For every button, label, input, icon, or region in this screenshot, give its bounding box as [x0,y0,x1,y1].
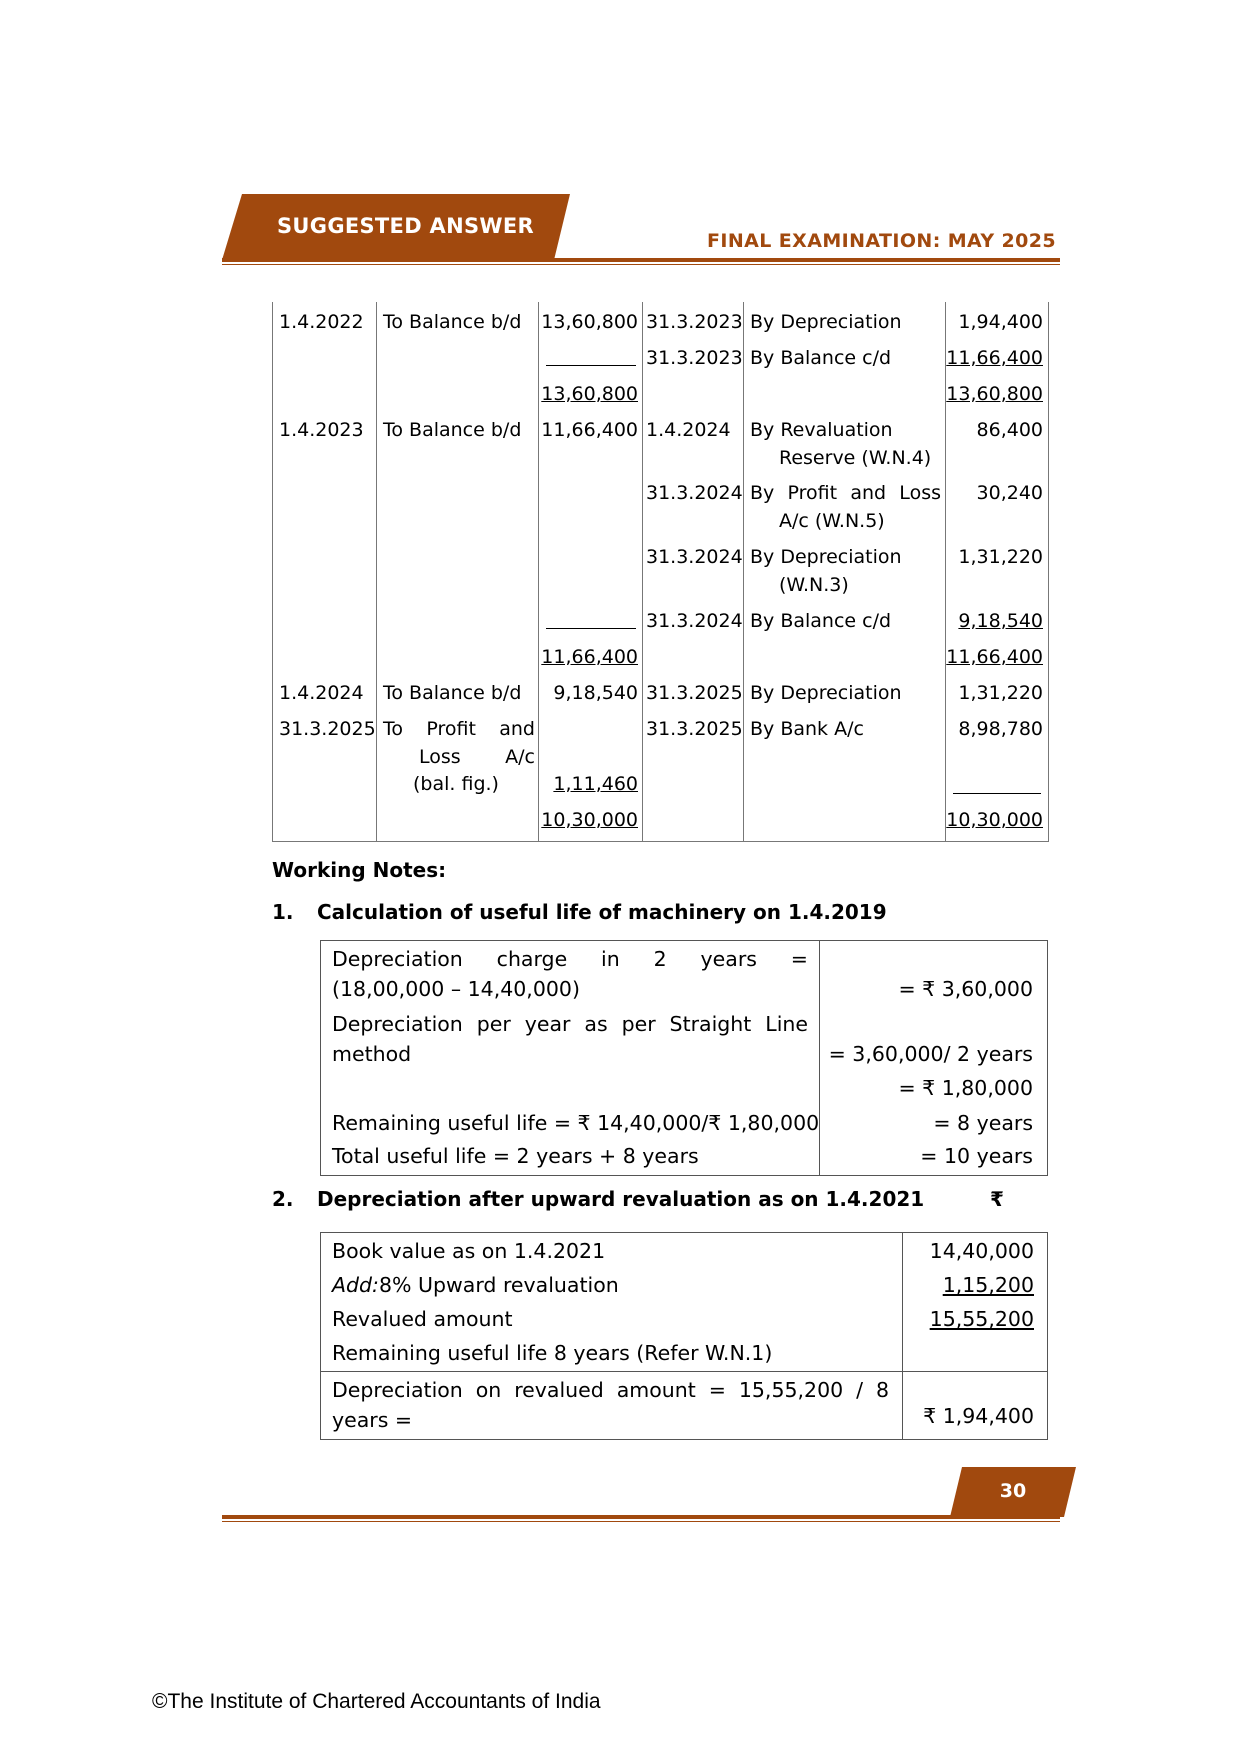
ledger-particulars-dr: To Profit and [383,718,535,740]
footer-rule [222,1515,1060,1519]
ledger-amount-cr: 86,400 [976,419,1043,441]
ledger-date-cr: 31.3.2024 [646,482,743,504]
calc-value: = ₹ 1,80,000 [898,1076,1033,1100]
working-notes-title: Working Notes: [272,858,447,882]
footer-rule-thin [222,1521,1060,1522]
ledger-particulars-cr-cont: (W.N.3) [779,574,849,596]
ledger-date-cr: 31.3.2024 [646,546,743,568]
ledger-particulars-dr-cont: (bal. fig.) [413,773,499,795]
calc-label: Remaining useful life 8 years (Refer W.N.1) [332,1341,773,1365]
col-divider [819,941,820,1175]
useful-life-calculation-box [320,940,1048,1176]
calc-label [332,1270,619,1300]
calc-label: Book value as on 1.4.2021 [332,1239,606,1263]
ledger-particulars-cr: By Depreciation [750,682,902,704]
blank-underline [953,793,1041,794]
calc-label: Depreciation charge in 2 years = [332,947,808,971]
copyright-notice: ©The Institute of Chartered Accountants of India [152,1690,601,1713]
ledger-date-cr: 1.4.2024 [646,419,731,441]
ledger-particulars-cr: By Profit and Loss [750,482,941,504]
calc-value: = 3,60,000/ 2 years [828,1042,1033,1066]
currency-symbol: ₹ [990,1187,1004,1211]
calc-label: Depreciation per year as per Straight Line [332,1012,808,1036]
ledger-amount-dr: 11,66,400 [541,419,638,441]
add-label: Add: [332,1273,379,1297]
ledger-amount-dr: 13,60,800 [541,311,638,333]
ledger-particulars-cr: By Depreciation [750,311,902,333]
note-number: 1. [272,900,294,924]
header-rule-thin [222,264,1060,265]
ledger-date-cr: 31.3.2023 [646,347,743,369]
ledger-particulars-cr-cont: Reserve (W.N.4) [779,447,932,469]
calc-value: 14,40,000 [929,1239,1034,1263]
calc-value: ₹ 1,94,400 [923,1404,1034,1428]
calc-value: 15,55,200 [929,1307,1034,1331]
ledger-particulars-dr: To Balance b/d [383,311,522,333]
ledger-total-cr: 11,66,400 [946,646,1043,668]
calc-label: (18,00,000 – 14,40,000) [332,977,580,1001]
machinery-ledger-table [272,302,1049,842]
note-number: 2. [272,1187,294,1211]
ledger-amount-cr: 1,31,220 [958,682,1043,704]
ledger-amount-cr: 1,31,220 [958,546,1043,568]
ledger-particulars-dr: To Balance b/d [383,419,522,441]
ledger-total-dr: 13,60,800 [541,383,638,405]
exam-title: FINAL EXAMINATION: MAY 2025 [707,230,1056,252]
ledger-total-cr: 10,30,000 [946,809,1043,831]
calc-value: = ₹ 3,60,000 [898,977,1033,1001]
col-divider [743,302,744,841]
header-tab-label: SUGGESTED ANSWER [277,214,534,238]
ledger-particulars-cr: By Balance c/d [750,610,892,632]
ledger-total-dr: 11,66,400 [541,646,638,668]
revaluation-depreciation-box [320,1232,1048,1440]
blank-underline [546,628,636,629]
ledger-date-cr: 31.3.2024 [646,610,743,632]
col-divider [902,1233,903,1439]
note-heading: Depreciation after upward revaluation as on 1.4.2021 [317,1187,925,1211]
row-divider [321,1371,1047,1372]
page-number: 30 [999,1480,1027,1502]
ledger-date-dr: 31.3.2025 [279,718,376,740]
ledger-amount-dr: 1,11,460 [553,773,638,795]
ledger-amount-cr: 11,66,400 [946,347,1043,369]
calc-label: Depreciation on revalued amount = 15,55,200 / 8 [332,1378,889,1402]
ledger-particulars-cr: By Revaluation [750,419,893,441]
calc-label: Remaining useful life = ₹ 14,40,000/₹ 1,80,000 [332,1111,820,1135]
ledger-date-cr: 31.3.2025 [646,718,743,740]
ledger-particulars-dr-cont: Loss A/c [419,746,535,768]
ledger-date-cr: 31.3.2023 [646,311,743,333]
calc-label-text: 8% Upward revaluation [378,1273,619,1297]
blank-underline [546,365,636,366]
calc-label: method [332,1042,412,1066]
ledger-particulars-cr: By Balance c/d [750,347,892,369]
ledger-amount-cr: 9,18,540 [958,610,1043,632]
ledger-date-dr: 1.4.2023 [279,419,364,441]
calc-label: Total useful life = 2 years + 8 years [332,1144,699,1168]
calc-value: = 8 years [933,1111,1033,1135]
ledger-amount-cr: 8,98,780 [958,718,1043,740]
calc-label: years = [332,1408,413,1432]
calc-label: Revalued amount [332,1307,513,1331]
ledger-amount-cr: 30,240 [976,482,1043,504]
col-divider [642,302,643,841]
ledger-amount-dr: 9,18,540 [553,682,638,704]
ledger-particulars-dr: To Balance b/d [383,682,522,704]
ledger-particulars-cr: By Bank A/c [750,718,864,740]
calc-value: 1,15,200 [942,1273,1034,1297]
ledger-total-dr: 10,30,000 [541,809,638,831]
ledger-date-dr: 1.4.2024 [279,682,364,704]
ledger-total-cr: 13,60,800 [946,383,1043,405]
ledger-amount-cr: 1,94,400 [958,311,1043,333]
calc-value: = 10 years [920,1144,1033,1168]
note-heading: Calculation of useful life of machinery on 1.4.2019 [317,900,887,924]
col-divider [376,302,377,841]
header-rule [222,258,1060,262]
ledger-particulars-cr: By Depreciation [750,546,902,568]
ledger-date-cr: 31.3.2025 [646,682,743,704]
ledger-particulars-cr-cont: A/c (W.N.5) [779,510,885,532]
ledger-date-dr: 1.4.2022 [279,311,364,333]
